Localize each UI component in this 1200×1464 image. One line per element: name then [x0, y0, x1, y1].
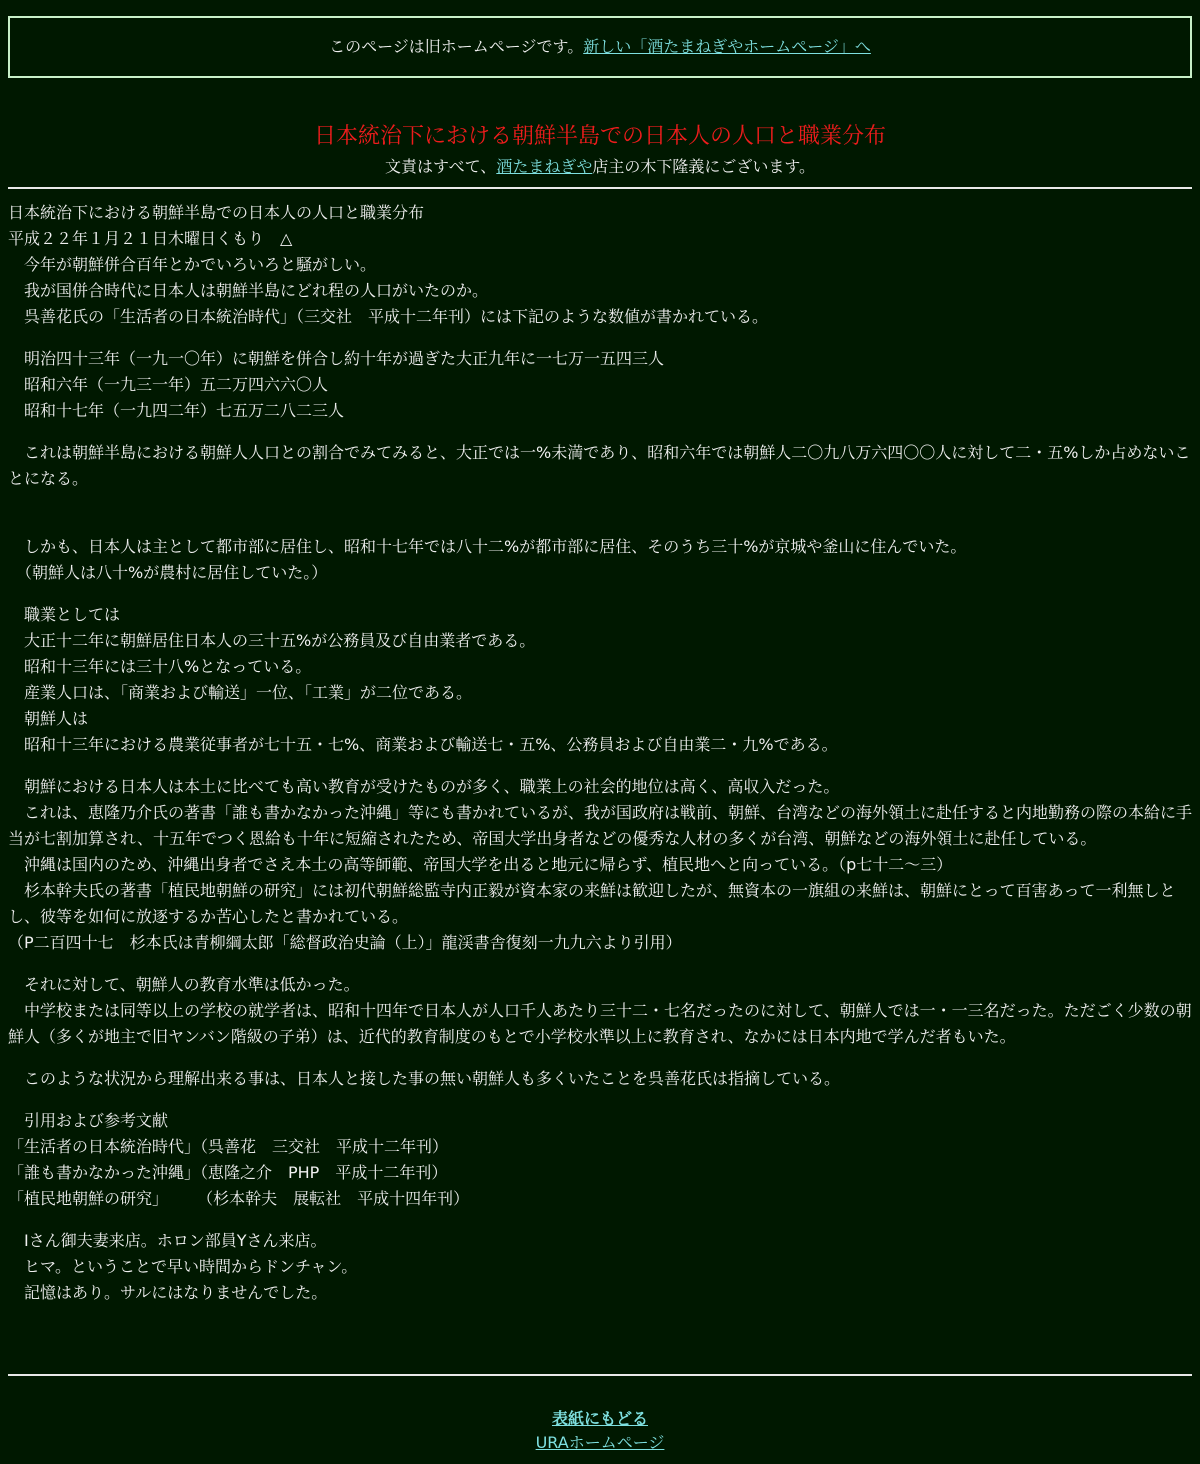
paragraph-line: 今年が朝鮮併合百年とかでいろいろと騒がしい。: [8, 255, 377, 274]
paragraph-line: 産業人口は、「商業および輸送」一位、「工業」が二位である。: [8, 683, 473, 702]
population-line: 昭和十七年（一九四二年）七五万二八二三人: [8, 401, 345, 420]
citation-note: （P二百四十七 杉本氏は青柳綱太郎「総督政治史論（上）」龍渓書舎復刻一九九六より引用）: [8, 933, 682, 952]
paragraph-line: これは、恵隆乃介氏の著書「誰も書かなかった沖縄」等にも書かれているが、我が国政府は戦前、朝鮮、台湾などの海外領土に赴任すると内地勤務の際の本給に手当が七割加算され、十五年でつく恩給も十年に短縮されたため、帝国大学出身者などの優秀な人材の多くが台湾、朝鮮などの海外領土に赴任している。: [8, 803, 1193, 848]
population-line: 昭和六年（一九三一年）五二万四六六〇人: [8, 375, 329, 394]
bottom-divider: [8, 1374, 1192, 1376]
credit-suffix: 店主の木下隆義にございます。: [592, 157, 816, 176]
paragraph-line: このような状況から理解出来る事は、日本人と接した事の無い朝鮮人も多くいたことを呉善花氏は指摘している。: [8, 1069, 841, 1088]
old-homepage-notice: [8, 16, 1192, 78]
article-body: [8, 200, 1192, 1306]
credit-prefix: 文責はすべて、: [384, 157, 497, 176]
paragraph-line: 杉本幹夫氏の著書「植民地朝鮮の研究」には初代朝鮮総監寺内正毅が資本家の来鮮は歓迎したが、無資本の一旗組の来鮮は、朝鮮にとって百害あって一利無しとし、彼等を如何に放逐するか苦心したと書かれている。: [8, 881, 1176, 926]
paragraph-line: しかも、日本人は主として都市部に居住し、昭和十七年では八十二%が都市部に居住、そのうち三十%が京城や釜山に住んでいた。: [8, 537, 967, 556]
page-title: 日本統治下における朝鮮半島での日本人の人口と職業分布: [313, 124, 886, 149]
paragraph-line: 沖縄は国内のため、沖縄出身者でさえ本土の高等師範、帝国大学を出ると地元に帰らず、植民地へと向っている。（p七十二〜三）: [8, 855, 953, 874]
paragraph-line: 職業としては: [8, 605, 121, 624]
paragraph-line: （朝鮮人は八十%が農村に居住していた。）: [8, 563, 328, 582]
ura-homepage-link[interactable]: URAホームページ: [535, 1433, 665, 1452]
diary-line: Iさん御夫妻来店。ホロン部員Yさん来店。: [8, 1231, 327, 1250]
author-credit: [8, 152, 1192, 182]
footer-nav: [8, 1407, 1192, 1455]
paragraph-line: 我が国併合時代に日本人は朝鮮半島にどれ程の人口がいたのか。: [8, 281, 489, 300]
paragraph-line: これは朝鮮半島における朝鮮人人口との割合でみてみると、大正では一%未満であり、昭和六年では朝鮮人二〇九八万六四〇〇人に対して二・五%しか占めないことになる。: [8, 443, 1191, 488]
shop-link[interactable]: 酒たまねぎや: [496, 157, 593, 176]
top-divider: [8, 187, 1192, 189]
paragraph-line: 呉善花氏の「生活者の日本統治時代」（三交社 平成十二年刊）には下記のような数値が書かれている。: [8, 307, 769, 326]
diary-line: 記憶はあり。サルにはなりませんでした。: [8, 1283, 328, 1302]
notice-text: このページは旧ホームページです。: [329, 37, 584, 56]
paragraph-line: 中学校または同等以上の学校の就学者は、昭和十四年で日本人が人口千人あたり三十二・七名だったのに対して、朝鮮人では一・一三名だった。ただごく少数の朝鮮人（多くが地主で旧ヤンバン階級の子弟）は、近代的教育制度のもとで小学校水準以上に教育され、なかには日本内地で学んだ者もいた。: [8, 1001, 1192, 1046]
new-homepage-link[interactable]: 新しい「酒たまねぎやホームページ」へ: [583, 37, 871, 56]
population-line: 明治四十三年（一九一〇年）に朝鮮を併合し約十年が過ぎた大正九年に一七万一五四三人: [8, 349, 665, 368]
paragraph-line: それに対して、朝鮮人の教育水準は低かった。: [8, 975, 360, 994]
paragraph-line: 朝鮮人は: [8, 709, 89, 728]
diary-line: ヒマ。ということで早い時間からドンチャン。: [8, 1257, 358, 1276]
paragraph-line: 昭和十三年には三十八%となっている。: [8, 657, 312, 676]
reference-item: 「生活者の日本統治時代」（呉善花 三交社 平成十二年刊）: [8, 1137, 449, 1156]
article-date: 平成２２年１月２１日木曜日くもり △: [8, 229, 293, 248]
paragraph-line: 昭和十三年における農業従事者が七十五・七%、商業および輸送七・五%、公務員および自由業二・九%である。: [8, 735, 838, 754]
back-to-cover-link[interactable]: 表紙にもどる: [551, 1409, 648, 1428]
article-heading: 日本統治下における朝鮮半島での日本人の人口と職業分布: [8, 203, 425, 222]
reference-item: 「植民地朝鮮の研究」 （杉本幹夫 展転社 平成十四年刊）: [8, 1189, 470, 1208]
paragraph-line: 大正十二年に朝鮮居住日本人の三十五%が公務員及び自由業者である。: [8, 631, 536, 650]
references-heading: 引用および参考文献: [8, 1111, 169, 1130]
article-header: [8, 122, 1192, 182]
paragraph-line: 朝鮮における日本人は本土に比べても高い教育が受けたものが多く、職業上の社会的地位は高く、高収入だった。: [8, 777, 840, 796]
reference-item: 「誰も書かなかった沖縄」（恵隆之介 PHP 平成十二年刊）: [8, 1163, 448, 1182]
